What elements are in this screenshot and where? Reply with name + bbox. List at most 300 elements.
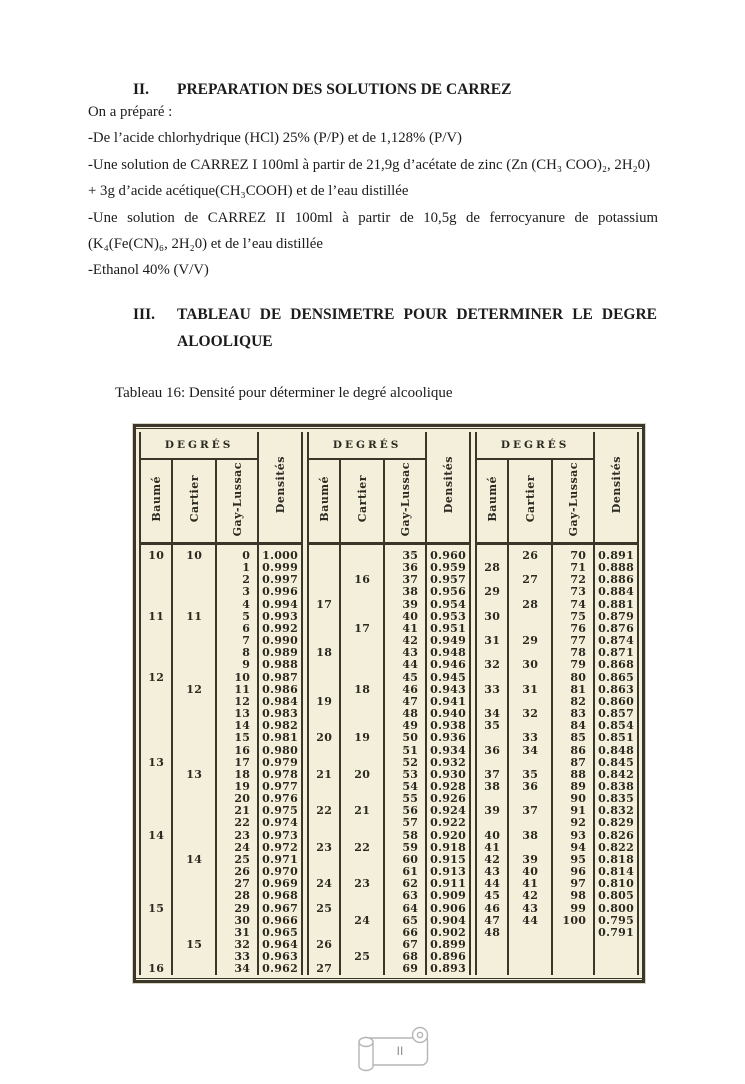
cartier-cell: 37 — [508, 805, 552, 817]
gaylussac-cell: 1 — [216, 562, 258, 574]
gaylussac-cell: 74 — [552, 599, 594, 611]
densites-header — [594, 432, 638, 544]
baume-cell — [140, 696, 172, 708]
baume-cell: 29 — [484, 585, 501, 599]
cartier-cell — [172, 866, 216, 878]
table-row — [140, 586, 302, 598]
densite-cell: 0.990 — [258, 635, 302, 647]
gaylussac-header — [216, 459, 258, 544]
densite-cell: 0.795 — [594, 915, 638, 927]
densite-cell: 0.868 — [594, 659, 638, 671]
cartier-cell — [172, 903, 216, 915]
densite-cell: 0.976 — [258, 793, 302, 805]
cartier-cell — [172, 635, 216, 647]
gaylussac-cell: 31 — [216, 927, 258, 939]
gaylussac-cell: 26 — [216, 866, 258, 878]
densite-cell — [594, 939, 638, 951]
gaylussac-cell: 9 — [216, 659, 258, 671]
densite-cell: 0.810 — [594, 878, 638, 890]
cartier-cell: 40 — [508, 866, 552, 878]
table-row — [476, 951, 638, 963]
densite-cell: 0.906 — [426, 903, 470, 915]
gaylussac-cell: 84 — [552, 720, 594, 732]
cartier-cell — [172, 708, 216, 720]
gaylussac-cell: 80 — [552, 672, 594, 684]
densite-cell: 0.974 — [258, 817, 302, 829]
section-3-numeral: III. — [133, 306, 155, 323]
gaylussac-cell: 40 — [384, 611, 426, 623]
densite-cell — [594, 963, 638, 975]
cartier-header-label: Cartier — [187, 475, 201, 523]
gaylussac-cell: 91 — [552, 805, 594, 817]
densite-cell: 0.899 — [426, 939, 470, 951]
baume-cell: 34 — [484, 707, 501, 721]
gaylussac-cell: 89 — [552, 781, 594, 793]
section-2-numeral: II. — [133, 81, 149, 98]
cartier-cell — [508, 672, 552, 684]
cartier-cell — [508, 963, 552, 975]
gaylussac-cell: 33 — [216, 951, 258, 963]
gaylussac-cell: 81 — [552, 684, 594, 696]
gaylussac-cell: 79 — [552, 659, 594, 671]
densite-cell: 0.983 — [258, 708, 302, 720]
baume-cell — [476, 939, 508, 951]
cartier-header — [172, 459, 216, 544]
baume-cell — [140, 599, 172, 611]
densite-cell: 0.826 — [594, 830, 638, 842]
cartier-cell — [340, 903, 384, 915]
baume-cell: 32 — [484, 658, 501, 672]
gaylussac-cell: 23 — [216, 830, 258, 842]
gaylussac-cell: 51 — [384, 745, 426, 757]
gaylussac-cell: 10 — [216, 672, 258, 684]
cartier-cell: 10 — [172, 544, 216, 563]
gaylussac-cell — [552, 927, 594, 939]
section-2-title: PREPARATION DES SOLUTIONS DE CARREZ — [177, 81, 512, 98]
cartier-cell: 19 — [340, 732, 384, 744]
densite-cell: 0.967 — [258, 903, 302, 915]
baume-cell: 40 — [484, 828, 501, 842]
baume-cell — [140, 586, 172, 598]
densite-cell: 0.951 — [426, 623, 470, 635]
gaylussac-cell: 53 — [384, 769, 426, 781]
gaylussac-cell: 21 — [216, 805, 258, 817]
cartier-cell: 41 — [508, 878, 552, 890]
densites-header-label: Densités — [273, 456, 287, 514]
gaylussac-cell: 69 — [384, 963, 426, 975]
densite-cell: 0.993 — [258, 611, 302, 623]
densite-cell: 0.964 — [258, 939, 302, 951]
baume-cell — [476, 732, 508, 744]
baume-cell — [140, 684, 172, 696]
baume-cell: 45 — [484, 889, 501, 903]
section-3-title-line1: TABLEAU DE DENSIMETRE POUR DETERMINER LE DEGRE — [177, 306, 657, 323]
baume-cell: 35 — [484, 719, 501, 733]
cartier-cell — [172, 586, 216, 598]
baume-cell: 43 — [484, 865, 501, 879]
table-row — [476, 732, 638, 744]
baume-header-label: Baumé — [149, 476, 163, 522]
densite-cell: 0.999 — [258, 562, 302, 574]
cartier-cell — [340, 696, 384, 708]
cartier-cell: 23 — [340, 878, 384, 890]
baume-cell — [140, 805, 172, 817]
cartier-cell: 28 — [508, 599, 552, 611]
cartier-cell: 14 — [172, 854, 216, 866]
cartier-cell — [340, 659, 384, 671]
baume-cell — [140, 635, 172, 647]
densite-cell: 1.000 — [258, 544, 302, 563]
cartier-cell — [340, 757, 384, 769]
densite-cell: 0.924 — [426, 805, 470, 817]
densite-cell: 0.874 — [594, 635, 638, 647]
density-table-group-2 — [307, 432, 471, 975]
gaylussac-cell: 82 — [552, 696, 594, 708]
baume-cell: 37 — [484, 767, 501, 781]
gaylussac-cell: 57 — [384, 817, 426, 829]
cartier-cell: 24 — [340, 915, 384, 927]
densite-cell: 0.851 — [594, 732, 638, 744]
gaylussac-cell: 38 — [384, 586, 426, 598]
degres-header: DEGRÉS — [476, 432, 594, 459]
cartier-cell: 27 — [508, 574, 552, 586]
gaylussac-cell: 22 — [216, 817, 258, 829]
table-row — [140, 745, 302, 757]
gaylussac-cell: 32 — [216, 939, 258, 951]
cartier-cell — [172, 745, 216, 757]
baume-cell — [476, 672, 508, 684]
baume-cell — [308, 854, 340, 866]
table-row — [140, 659, 302, 671]
table-row — [308, 599, 470, 611]
baume-cell: 22 — [316, 804, 333, 818]
baume-header — [476, 459, 508, 544]
gaylussac-cell: 19 — [216, 781, 258, 793]
table-row — [308, 732, 470, 744]
densite-cell: 0.838 — [594, 781, 638, 793]
table-row — [476, 659, 638, 671]
body-text — [88, 99, 658, 284]
gaylussac-cell: 70 — [552, 544, 594, 563]
densite-cell: 0.986 — [258, 684, 302, 696]
baume-cell — [140, 623, 172, 635]
densite-cell: 0.949 — [426, 635, 470, 647]
cartier-cell — [172, 757, 216, 769]
table-row — [308, 586, 470, 598]
densite-cell: 0.920 — [426, 830, 470, 842]
gaylussac-cell: 99 — [552, 903, 594, 915]
baume-cell — [140, 659, 172, 671]
baume-cell — [308, 781, 340, 793]
gaylussac-cell: 44 — [384, 659, 426, 671]
density-table-scan — [133, 424, 645, 983]
densite-cell: 0.982 — [258, 720, 302, 732]
densite-cell: 0.963 — [258, 951, 302, 963]
table-row — [308, 544, 470, 563]
densite-cell: 0.975 — [258, 805, 302, 817]
densite-cell: 0.978 — [258, 769, 302, 781]
densite-cell: 0.805 — [594, 890, 638, 902]
cartier-cell — [508, 927, 552, 939]
scroll-icon — [351, 1025, 435, 1075]
densite-cell: 0.965 — [258, 927, 302, 939]
densite-cell: 0.941 — [426, 696, 470, 708]
density-table-group-1 — [139, 432, 303, 975]
baume-cell — [476, 599, 508, 611]
cartier-cell — [172, 574, 216, 586]
baume-cell — [140, 732, 172, 744]
baume-cell: 47 — [484, 913, 501, 927]
cartier-cell: 30 — [508, 659, 552, 671]
table-row — [476, 830, 638, 842]
gaylussac-cell: 4 — [216, 599, 258, 611]
baume-cell — [140, 878, 172, 890]
gaylussac-cell: 16 — [216, 745, 258, 757]
cartier-cell: 15 — [172, 939, 216, 951]
gaylussac-cell — [552, 963, 594, 975]
gaylussac-cell: 76 — [552, 623, 594, 635]
densite-cell: 0.980 — [258, 745, 302, 757]
cartier-cell — [340, 854, 384, 866]
cartier-cell: 32 — [508, 708, 552, 720]
gaylussac-cell: 86 — [552, 745, 594, 757]
table-row — [476, 939, 638, 951]
table-row — [140, 757, 302, 769]
baume-cell — [308, 586, 340, 598]
baume-cell — [308, 611, 340, 623]
densite-cell: 0.977 — [258, 781, 302, 793]
densite-cell: 0.886 — [594, 574, 638, 586]
cartier-cell — [172, 623, 216, 635]
densite-cell: 0.854 — [594, 720, 638, 732]
cartier-header — [340, 459, 384, 544]
gaylussac-cell: 77 — [552, 635, 594, 647]
densite-cell: 0.970 — [258, 866, 302, 878]
gaylussac-cell: 96 — [552, 866, 594, 878]
densite-cell: 0.946 — [426, 659, 470, 671]
gaylussac-cell: 54 — [384, 781, 426, 793]
baume-cell: 10 — [148, 549, 165, 562]
baume-cell — [308, 659, 340, 671]
baume-cell — [140, 574, 172, 586]
baume-cell: 20 — [316, 731, 333, 745]
gaylussac-cell — [552, 951, 594, 963]
baume-cell — [308, 915, 340, 927]
baume-cell: 27 — [316, 962, 333, 976]
densite-cell: 0.932 — [426, 757, 470, 769]
baume-cell — [476, 951, 508, 963]
cartier-cell — [172, 659, 216, 671]
gaylussac-cell: 24 — [216, 842, 258, 854]
baume-cell: 31 — [484, 634, 501, 648]
gaylussac-cell: 2 — [216, 574, 258, 586]
densite-cell: 0.969 — [258, 878, 302, 890]
cartier-cell: 21 — [340, 805, 384, 817]
densite-cell — [594, 951, 638, 963]
baume-cell: 15 — [148, 901, 165, 915]
baume-cell — [140, 793, 172, 805]
cartier-cell: 34 — [508, 745, 552, 757]
densite-cell: 0.832 — [594, 805, 638, 817]
section-3-title — [177, 301, 657, 355]
gaylussac-cell: 83 — [552, 708, 594, 720]
baume-cell: 14 — [148, 828, 165, 842]
baume-cell — [140, 745, 172, 757]
densite-cell: 0.930 — [426, 769, 470, 781]
gaylussac-cell: 87 — [552, 757, 594, 769]
baume-cell — [476, 963, 508, 975]
gaylussac-cell: 52 — [384, 757, 426, 769]
table-row — [140, 732, 302, 744]
cartier-cell — [340, 586, 384, 598]
baume-cell — [308, 817, 340, 829]
densite-cell: 0.948 — [426, 647, 470, 659]
baume-cell: 13 — [148, 755, 165, 769]
cartier-cell — [508, 817, 552, 829]
densite-cell: 0.884 — [594, 586, 638, 598]
densite-cell: 0.940 — [426, 708, 470, 720]
gaylussac-cell: 27 — [216, 878, 258, 890]
gaylussac-cell: 49 — [384, 720, 426, 732]
cartier-cell — [508, 611, 552, 623]
baume-cell: 38 — [484, 779, 501, 793]
densite-cell: 0.891 — [594, 544, 638, 563]
page-footer — [351, 1025, 435, 1075]
densite-cell: 0.997 — [258, 574, 302, 586]
table-row — [308, 672, 470, 684]
gaylussac-cell: 62 — [384, 878, 426, 890]
baume-cell: 46 — [484, 901, 501, 915]
cartier-cell: 33 — [508, 732, 552, 744]
cartier-cell — [508, 586, 552, 598]
baume-header-label: Baumé — [317, 476, 331, 522]
gaylussac-header — [384, 459, 426, 544]
baume-cell — [308, 544, 340, 563]
baume-cell: 39 — [484, 804, 501, 818]
gaylussac-cell: 42 — [384, 635, 426, 647]
baume-cell — [308, 672, 340, 684]
baume-cell: 16 — [148, 962, 165, 976]
densite-cell: 0.954 — [426, 599, 470, 611]
densite-cell: 0.822 — [594, 842, 638, 854]
baume-cell — [308, 757, 340, 769]
baume-cell: 25 — [316, 901, 333, 915]
gaylussac-cell: 94 — [552, 842, 594, 854]
baume-cell: 18 — [316, 646, 333, 660]
cartier-cell — [172, 696, 216, 708]
table-row — [140, 544, 302, 563]
cartier-cell — [172, 793, 216, 805]
cartier-cell: 16 — [340, 574, 384, 586]
degres-header: DEGRÉS — [140, 432, 258, 459]
table-row — [476, 817, 638, 829]
gaylussac-header — [552, 459, 594, 544]
densite-cell: 0.829 — [594, 817, 638, 829]
gaylussac-cell: 35 — [384, 544, 426, 563]
cartier-cell — [172, 647, 216, 659]
cartier-cell — [340, 635, 384, 647]
gaylussac-cell: 46 — [384, 684, 426, 696]
gaylussac-cell: 100 — [552, 915, 594, 927]
gaylussac-cell: 90 — [552, 793, 594, 805]
gaylussac-cell: 18 — [216, 769, 258, 781]
cartier-cell — [172, 805, 216, 817]
densite-cell: 0.922 — [426, 817, 470, 829]
gaylussac-cell: 29 — [216, 903, 258, 915]
gaylussac-cell: 75 — [552, 611, 594, 623]
densite-cell: 0.879 — [594, 611, 638, 623]
densite-cell: 0.987 — [258, 672, 302, 684]
baume-cell — [140, 927, 172, 939]
densite-cell: 0.979 — [258, 757, 302, 769]
gaylussac-cell: 5 — [216, 611, 258, 623]
gaylussac-cell: 39 — [384, 599, 426, 611]
densite-cell: 0.915 — [426, 854, 470, 866]
densite-cell: 0.953 — [426, 611, 470, 623]
cartier-cell — [508, 939, 552, 951]
baume-cell — [140, 866, 172, 878]
densite-cell: 0.992 — [258, 623, 302, 635]
densite-cell: 0.938 — [426, 720, 470, 732]
table-row — [476, 599, 638, 611]
body-line: -Une solution de CARREZ I 100ml à partir de 21,9g d’acétate de zinc (Zn (CH₃ COO)₂, 2H₂0) — [88, 156, 650, 173]
densite-cell: 0.893 — [426, 963, 470, 975]
gaylussac-cell: 64 — [384, 903, 426, 915]
cartier-cell: 31 — [508, 684, 552, 696]
baume-cell — [140, 708, 172, 720]
densites-header-label: Densités — [441, 456, 455, 514]
cartier-cell — [172, 720, 216, 732]
baume-cell — [140, 890, 172, 902]
densite-cell: 0.936 — [426, 732, 470, 744]
cartier-cell — [340, 647, 384, 659]
gaylussac-cell: 88 — [552, 769, 594, 781]
cartier-cell: 12 — [172, 684, 216, 696]
gaylussac-cell: 45 — [384, 672, 426, 684]
gaylussac-cell: 30 — [216, 915, 258, 927]
gaylussac-cell: 17 — [216, 757, 258, 769]
body-line: -De l’acide chlorhydrique (HCl) 25% (P/P) et de 1,128% (P/V) — [88, 130, 462, 147]
baume-header-label: Baumé — [485, 476, 499, 522]
baume-cell — [308, 574, 340, 586]
cartier-cell — [172, 951, 216, 963]
gaylussac-cell: 92 — [552, 817, 594, 829]
baume-cell: 42 — [484, 852, 501, 866]
densite-cell: 0.968 — [258, 890, 302, 902]
baume-cell: 30 — [484, 609, 501, 623]
table-row — [476, 745, 638, 757]
densite-cell: 0.945 — [426, 672, 470, 684]
densite-cell: 0.959 — [426, 562, 470, 574]
table-caption: Tableau 16: Densité pour déterminer le degré alcoolique — [115, 385, 453, 401]
baume-cell — [140, 939, 172, 951]
densite-cell: 0.981 — [258, 732, 302, 744]
densite-cell: 0.988 — [258, 659, 302, 671]
baume-cell: 44 — [484, 877, 501, 891]
densite-cell: 0.918 — [426, 842, 470, 854]
baume-cell — [308, 890, 340, 902]
baume-cell: 23 — [316, 840, 333, 854]
table-row — [140, 672, 302, 684]
gaylussac-cell: 56 — [384, 805, 426, 817]
table-row — [140, 890, 302, 902]
body-line: -Ethanol 40% (V/V) — [88, 262, 209, 279]
densite-cell: 0.860 — [594, 696, 638, 708]
table-row — [476, 672, 638, 684]
table-row — [308, 817, 470, 829]
gaylussac-cell: 93 — [552, 830, 594, 842]
gaylussac-cell: 66 — [384, 927, 426, 939]
